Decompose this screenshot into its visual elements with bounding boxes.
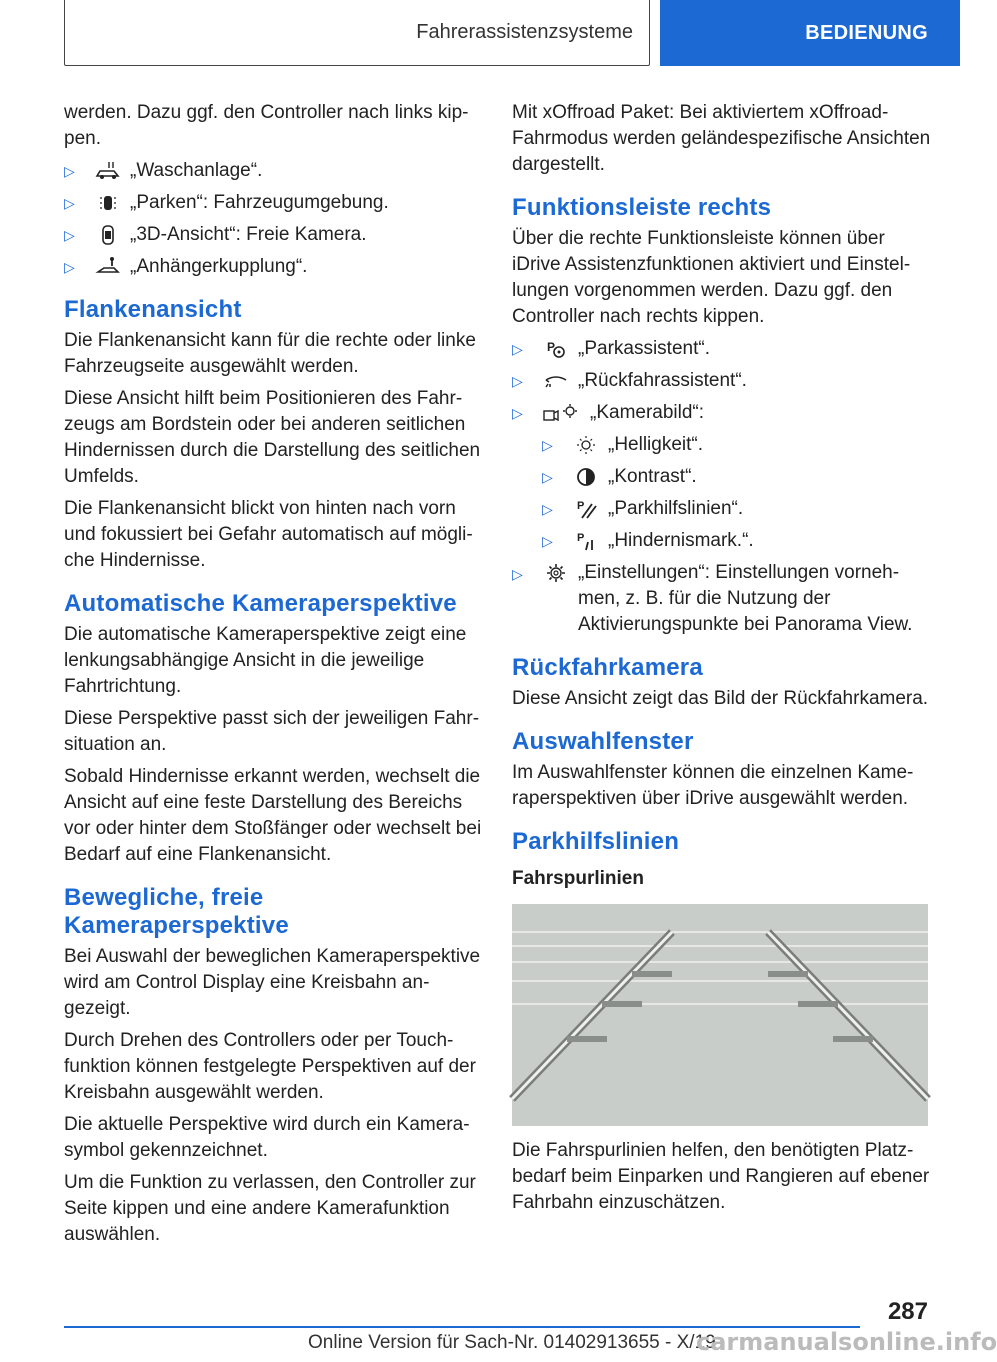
list-item-text: „Waschanlage“. — [130, 160, 263, 181]
bullet-triangle-icon: ▷ — [64, 163, 75, 179]
list-item — [64, 222, 484, 248]
heading-flankenansicht: Flankenansicht — [64, 296, 242, 323]
svg-text:P: P — [577, 532, 585, 544]
list-item — [64, 190, 484, 216]
paragraph: Diese Ansicht zeigt das Bild der Rückfahrkamera. — [512, 688, 929, 709]
paragraph: Sobald Hindernisse erkannt werden, wechselt die Ansicht auf eine feste Darstellung des Bereichs vor oder hinter dem Stoßfänger oder wechselt bei Bedarf auf eine Flankenansicht. — [64, 766, 482, 865]
bullet-triangle-icon: ▷ — [64, 227, 75, 243]
list-item — [512, 368, 932, 394]
paragraph: Diese Perspektive passt sich der jeweiligen Fahrsituation an. — [64, 708, 480, 755]
bullet-triangle-icon: ▷ — [512, 373, 523, 389]
list-item — [512, 336, 932, 362]
paragraph: Mit xOffroad Paket: Bei aktiviertem xOffroad-Fahrmodus werden geländespezifische Ansichten dargestellt. — [512, 102, 931, 175]
list-item-text: „Rückfahrassistent“. — [578, 370, 747, 391]
running-header-section: Fahrerassistenzsysteme — [64, 0, 650, 66]
list-item-text: „Parkassistent“. — [578, 338, 710, 359]
list-item-text: „Parkhilfslinien“. — [608, 498, 744, 519]
list-item — [512, 560, 932, 638]
contrast-icon — [568, 465, 604, 489]
heading-rueckfahrkamera: Rückfahrkamera — [512, 654, 703, 681]
lane-lines-illustration — [512, 904, 928, 1126]
trailer-hitch-icon — [90, 255, 126, 279]
subheading-fahrspurlinien: Fahrspurlinien — [512, 868, 644, 889]
parking-lines-icon — [568, 497, 604, 521]
bullet-triangle-icon: ▷ — [512, 341, 523, 357]
bullet-triangle-icon: ▷ — [542, 533, 553, 549]
list-item-text: „Kontrast“. — [608, 466, 697, 487]
bullet-triangle-icon: ▷ — [64, 195, 75, 211]
list-item-text: „Helligkeit“. — [608, 434, 704, 455]
footer-text: Online Version für Sach-Nr. 01402913655 - X/19 — [308, 1332, 716, 1353]
brightness-icon — [568, 433, 604, 457]
sub-list-item — [542, 432, 932, 458]
parking-vehicle-icon — [90, 191, 126, 215]
list-item-text: „Parken“: Fahrzeugumgebung. — [130, 192, 389, 213]
heading-funktionsleiste-rechts: Funktionsleiste rechts — [512, 194, 772, 221]
list-item — [64, 254, 484, 280]
list-item — [512, 400, 932, 426]
car-wash-icon — [90, 159, 126, 183]
3d-view-icon — [90, 223, 126, 247]
paragraph: Die Flankenansicht blickt von hinten nach vorn und fokussiert bei Gefahr automatisch auf mögliche Hindernisse. — [64, 498, 473, 571]
camera-settings-icon — [538, 401, 586, 425]
svg-text:P: P — [577, 500, 585, 512]
reverse-assistant-icon — [538, 369, 574, 393]
paragraph: Über die rechte Funktionsleiste können über iDrive Assistenzfunktionen aktiviert und Einstellungen vorgenommen werden. Dazu ggf. den Controller nach rechts kippen. — [512, 228, 911, 327]
park-assistant-icon — [538, 337, 574, 361]
watermark: carmanualsonline.info — [696, 1328, 997, 1356]
list-item-text: „Anhängerkupplung“. — [130, 256, 308, 277]
list-item-text: „Einstellungen“: Einstellungen vornehmen, z. B. für die Nutzung der Aktivierungspunkte bei Panorama View. — [578, 562, 913, 635]
list-item — [64, 158, 484, 184]
bullet-triangle-icon: ▷ — [512, 405, 523, 421]
bullet-triangle-icon: ▷ — [512, 566, 523, 582]
right-column — [512, 100, 932, 1222]
list-item-text: „Kamerabild“: — [590, 402, 705, 423]
running-header-chapter: BEDIENUNG — [660, 0, 960, 66]
paragraph: Die aktuelle Perspektive wird durch ein Kamerasymbol gekennzeichnet. — [64, 1114, 470, 1161]
paragraph: Im Auswahlfenster können die einzelnen Kameraperspektiven über iDrive ausgewählt werden. — [512, 762, 914, 809]
settings-gear-icon — [538, 561, 574, 585]
obstacle-marks-icon — [568, 529, 604, 553]
paragraph: Die Fahrspurlinien helfen, den benötigten Platzbedarf beim Einparken und Rangieren auf ebener Fahrbahn einzuschätzen. — [512, 1140, 930, 1213]
list-item-text: „Hindernismark.“. — [608, 530, 754, 551]
sub-list-item — [542, 528, 932, 554]
bullet-triangle-icon: ▷ — [542, 469, 553, 485]
left-column — [64, 100, 484, 1254]
sub-list-item — [542, 496, 932, 522]
paragraph: Die Flankenansicht kann für die rechte oder linke Fahrzeugseite ausgewählt werden. — [64, 330, 476, 377]
paragraph: Diese Ansicht hilft beim Positionieren des Fahrzeugs am Bordstein oder bei anderen seitlichen Hindernissen durch die Darstellung des seitlichen Umfelds. — [64, 388, 481, 487]
bullet-triangle-icon: ▷ — [542, 501, 553, 517]
bullet-triangle-icon: ▷ — [64, 259, 75, 275]
paragraph: Um die Funktion zu verlassen, den Controller zur Seite kippen und eine andere Kamerafunktion auswählen. — [64, 1172, 476, 1245]
page-number: 287 — [887, 1298, 928, 1325]
sub-list-item — [542, 464, 932, 490]
heading-bewegliche-kameraperspektive: Bewegliche, freie Kameraperspektive — [64, 884, 289, 939]
paragraph: Bei Auswahl der beweglichen Kameraperspektive wird am Control Display eine Kreisbahn angezeigt. — [64, 946, 481, 1019]
heading-parkhilfslinien: Parkhilfslinien — [512, 828, 680, 855]
paragraph: Die automatische Kameraperspektive zeigt eine lenkungsabhängige Ansicht in die jeweilige Fahrtrichtung. — [64, 624, 467, 697]
paragraph: Durch Drehen des Controllers oder per Touchfunktion können festgelegte Perspektiven auf der Kreisbahn ausgewählt werden. — [64, 1030, 476, 1103]
heading-auswahlfenster: Auswahlfenster — [512, 728, 694, 755]
svg-text:P: P — [547, 340, 556, 354]
heading-automatische-kameraperspektive: Automatische Kameraperspektive — [64, 590, 457, 617]
bullet-triangle-icon: ▷ — [542, 437, 553, 453]
intro-paragraph: werden. Dazu ggf. den Controller nach links kippen. — [64, 102, 469, 149]
list-item-text: „3D-Ansicht“: Freie Kamera. — [130, 224, 367, 245]
